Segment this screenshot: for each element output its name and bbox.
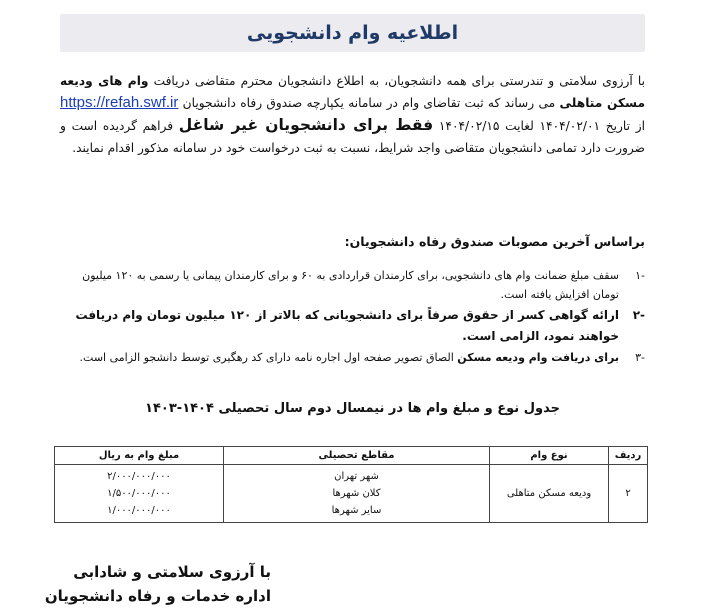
rule-number: -۳ bbox=[635, 351, 645, 364]
cell-cities bbox=[224, 465, 490, 523]
intro-paragraph bbox=[60, 70, 645, 159]
city-other: سایر شهرها bbox=[331, 505, 382, 516]
rule-text: الصاق تصویر صفحه اول اجاره نامه دارای کد رهگیری توسط دانشجو الزامی است. bbox=[79, 351, 458, 364]
cell-amounts bbox=[55, 465, 224, 523]
rule-number: -۱ bbox=[635, 269, 645, 282]
rules-heading: براساس آخرین مصوبات صندوق رفاه دانشجویان: bbox=[344, 234, 645, 249]
loan-table bbox=[54, 446, 648, 523]
rule-text-bold: برای دریافت وام ودیعه مسکن bbox=[457, 351, 619, 364]
city-metropolis: کلان شهرها bbox=[332, 488, 381, 499]
intro-text-3: از تاریخ ۱۴۰۴/۰۲/۰۱ لغایت ۱۴۰۴/۰۲/۱۵ bbox=[433, 119, 645, 133]
title-bar bbox=[60, 14, 645, 52]
closing-signature bbox=[45, 560, 271, 608]
rules-list bbox=[60, 266, 645, 368]
rule-item-2 bbox=[60, 305, 645, 347]
closing-line-2: اداره خدمات و رفاه دانشجویان bbox=[44, 587, 271, 605]
amount-tehran: ۲/۰۰۰/۰۰۰/۰۰۰ bbox=[107, 471, 171, 482]
rule-text: سقف مبلغ ضمانت وام های دانشجویی، برای کارمندان قراردادی به ۶۰ و برای کارمندان پیمانی یا رسمی به ۱۲۰ میلیون تومان افزایش یافته است. bbox=[82, 269, 619, 301]
table-header-row bbox=[55, 447, 648, 465]
intro-loan-type: وام های ودیعه مسکن متاهلی bbox=[60, 74, 645, 110]
amount-other: ۱/۰۰۰/۰۰۰/۰۰۰ bbox=[107, 505, 171, 516]
rule-text: ارائه گواهی کسر از حقوق صرفاً برای دانشجویانی که بالاتر از ۱۲۰ میلیون تومان وام دریافت خواهند نمود، الزامی است. bbox=[75, 308, 619, 343]
rule-item-3 bbox=[60, 348, 645, 367]
page-title: اطلاعیه وام دانشجویی bbox=[246, 22, 459, 44]
intro-text-1: با آرزوی سلامتی و تندرستی برای همه دانشجویان، به اطلاع دانشجویان محترم متقاضی دریافت bbox=[148, 74, 645, 88]
header-education-level: مقاطع تحصیلی bbox=[224, 447, 490, 465]
rule-number: -۲ bbox=[632, 308, 645, 322]
table-caption: جدول نوع و مبلغ وام ها در نیمسال دوم سال تحصیلی ۱۴۰۴-۱۴۰۳ bbox=[145, 401, 560, 416]
city-tehran: شهر تهران bbox=[334, 471, 379, 482]
header-amount: مبلغ وام به ریال bbox=[55, 447, 224, 465]
cell-row-number: ۲ bbox=[609, 465, 648, 523]
header-row-number: ردیف bbox=[609, 447, 648, 465]
refah-link[interactable]: https://refah.swf.ir bbox=[60, 94, 179, 111]
cell-loan-type: ودیعه مسکن متاهلی bbox=[490, 465, 609, 523]
intro-eligibility: فقط برای دانشجویان غیر شاغل bbox=[178, 116, 434, 134]
amount-metropolis: ۱/۵۰۰/۰۰۰/۰۰۰ bbox=[107, 488, 171, 499]
intro-text-4: فراهم گردیده است و ضرورت دارد تمامی دانشجویان متقاضی واجد شرایط، نسبت به ثبت درخواست خود در سامانه مذکور اقدام نمایند. bbox=[60, 119, 645, 155]
closing-line-1: با آرزوی سلامتی و شادابی bbox=[73, 563, 271, 581]
rule-item-1 bbox=[60, 266, 645, 304]
intro-text-2: می رساند که ثبت تقاضای وام در سامانه یکپارچه صندوق رفاه دانشجویان bbox=[178, 96, 560, 110]
table-row bbox=[55, 465, 648, 523]
header-loan-type: نوع وام bbox=[490, 447, 609, 465]
